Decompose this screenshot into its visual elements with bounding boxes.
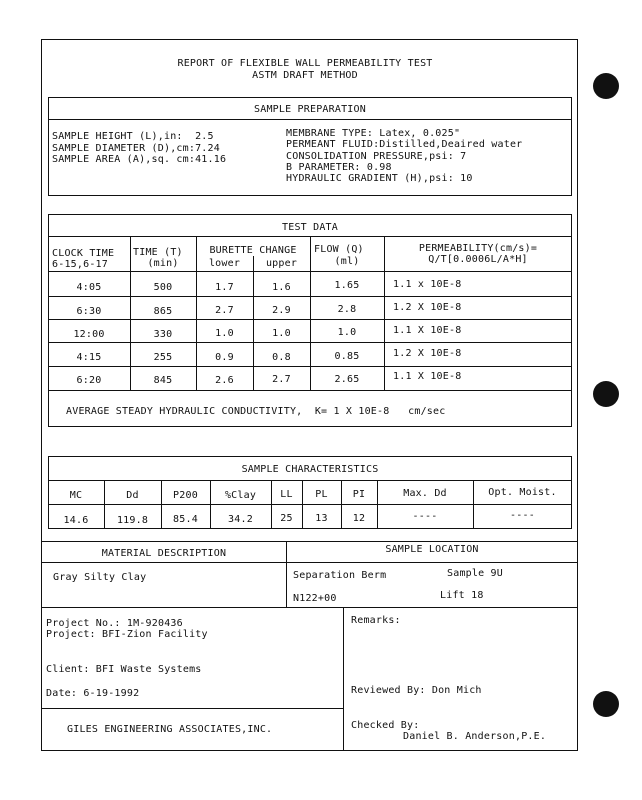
- cell-lower: 1.7: [215, 282, 234, 293]
- punch-hole-middle: [593, 381, 619, 407]
- report-date: Date: 6-19-1992: [46, 688, 140, 699]
- sample-characteristics-header: SAMPLE CHARACTERISTICS: [241, 464, 379, 475]
- col-clock-dates: 6-15,6-17: [52, 259, 108, 270]
- char-col-max-dd: Max. Dd: [403, 488, 447, 499]
- location-berm: Separation Berm: [293, 570, 387, 581]
- cell-time: 255: [153, 352, 173, 363]
- char-col-clay: %Clay: [224, 490, 257, 501]
- cell-time: 330: [153, 329, 173, 340]
- char-val-clay: 34.2: [228, 514, 253, 525]
- test-data-header: TEST DATA: [282, 222, 338, 233]
- char-val-pi: 12: [352, 513, 366, 524]
- char-val-dd: 119.8: [116, 515, 149, 526]
- cell-permeability: 1.2 X 10E-8: [393, 302, 462, 313]
- cell-clock: 6:30: [76, 306, 102, 317]
- punch-hole-bottom: [593, 691, 619, 717]
- material-description-value: Gray Silty Clay: [53, 572, 147, 583]
- cell-flow: 0.85: [334, 351, 360, 362]
- char-val-pl: 13: [315, 513, 328, 524]
- cell-flow: 2.8: [337, 304, 357, 315]
- cell-upper: 2.7: [272, 374, 291, 385]
- cell-permeability: 1.2 X 10E-8: [393, 348, 462, 359]
- char-col-pi: PI: [352, 489, 366, 500]
- sample-location-header: SAMPLE LOCATION: [385, 544, 479, 555]
- project-name: Project: BFI-Zion Facility: [46, 629, 208, 640]
- location-sample: Sample 9U: [447, 568, 503, 579]
- col-flow-unit: (ml): [334, 256, 360, 267]
- prep-consolidation-pressure: CONSOLIDATION PRESSURE,psi: 7: [286, 151, 467, 162]
- col-clock-time: CLOCK TIME: [52, 248, 115, 259]
- cell-permeability: 1.1 x 10E-8: [393, 279, 462, 290]
- report-subtitle: ASTM DRAFT METHOD: [252, 70, 358, 81]
- report-title: REPORT OF FLEXIBLE WALL PERMEABILITY TEST: [177, 58, 433, 69]
- cell-time: 865: [153, 306, 173, 317]
- cell-time: 500: [153, 282, 173, 293]
- char-val-max-dd: ----: [412, 511, 438, 522]
- prep-sample-area: SAMPLE AREA (A),sq. cm:41.16: [52, 154, 227, 165]
- prep-permeant-fluid: PERMEANT FLUID:Distilled,Deaired water: [286, 139, 523, 150]
- cell-clock: 12:00: [73, 329, 105, 340]
- checked-by-label: Checked By:: [351, 720, 420, 731]
- col-time: TIME (T): [133, 247, 183, 258]
- char-col-ll: LL: [280, 489, 293, 500]
- cell-lower: 1.0: [215, 328, 234, 339]
- prep-hydraulic-gradient: HYDRAULIC GRADIENT (H),psi: 10: [286, 173, 473, 184]
- prep-sample-diameter: SAMPLE DIAMETER (D),cm:7.24: [52, 143, 220, 154]
- col-time-unit: (min): [147, 258, 179, 269]
- char-val-p200: 85.4: [173, 514, 198, 525]
- cell-permeability: 1.1 X 10E-8: [393, 325, 462, 336]
- char-col-p200: P200: [173, 490, 198, 501]
- col-permeability-formula: Q/T[0.0006L/A*H]: [428, 254, 528, 265]
- cell-upper: 0.8: [272, 352, 291, 363]
- cell-flow: 1.0: [337, 327, 357, 338]
- reviewed-by: Reviewed By: Don Mich: [351, 685, 482, 696]
- cell-clock: 6:20: [76, 375, 102, 386]
- location-station: N122+00: [293, 593, 337, 604]
- remarks-label: Remarks:: [351, 615, 401, 626]
- punch-hole-top: [593, 73, 619, 99]
- prep-membrane-type: MEMBRANE TYPE: Latex, 0.025": [286, 128, 461, 139]
- char-col-mc: MC: [69, 490, 83, 501]
- checked-by-name: Daniel B. Anderson,P.E.: [403, 731, 547, 742]
- cell-flow: 2.65: [334, 374, 360, 385]
- project-number: Project No.: 1M-920436: [46, 618, 183, 629]
- col-burette-change: BURETTE CHANGE: [209, 245, 297, 256]
- char-col-opt-moist: Opt. Moist.: [488, 487, 557, 498]
- cell-flow: 1.65: [334, 280, 360, 291]
- char-val-ll: 25: [280, 513, 293, 524]
- char-val-mc: 14.6: [63, 515, 89, 526]
- cell-lower: 2.7: [215, 305, 234, 316]
- char-col-pl: PL: [315, 489, 328, 500]
- col-upper: upper: [265, 258, 298, 269]
- prep-b-parameter: B PARAMETER: 0.98: [286, 162, 392, 173]
- col-permeability: PERMEABILITY(cm/s)=: [418, 243, 538, 254]
- material-description-header: MATERIAL DESCRIPTION: [101, 548, 227, 559]
- char-col-dd: Dd: [126, 490, 139, 501]
- cell-clock: 4:05: [76, 282, 102, 293]
- cell-lower: 0.9: [215, 352, 234, 363]
- col-lower: lower: [208, 258, 241, 269]
- prep-sample-height: SAMPLE HEIGHT (L),in: 2.5: [52, 131, 214, 142]
- average-hydraulic-conductivity: AVERAGE STEADY HYDRAULIC CONDUCTIVITY, K= 1 X 10E-8 cm/sec: [66, 406, 446, 417]
- col-flow: FLOW (Q): [314, 244, 364, 255]
- sample-preparation-header: SAMPLE PREPARATION: [254, 104, 366, 115]
- client-name: Client: BFI Waste Systems: [46, 664, 202, 675]
- cell-permeability: 1.1 X 10E-8: [393, 371, 462, 382]
- company-name: GILES ENGINEERING ASSOCIATES,INC.: [67, 724, 273, 735]
- cell-upper: 1.6: [272, 282, 291, 293]
- char-val-opt-moist: ----: [510, 510, 535, 521]
- cell-upper: 1.0: [272, 328, 291, 339]
- cell-upper: 2.9: [272, 305, 291, 316]
- cell-clock: 4:15: [76, 352, 102, 363]
- cell-lower: 2.6: [215, 375, 234, 386]
- cell-time: 845: [153, 375, 173, 386]
- location-lift: Lift 18: [440, 590, 484, 601]
